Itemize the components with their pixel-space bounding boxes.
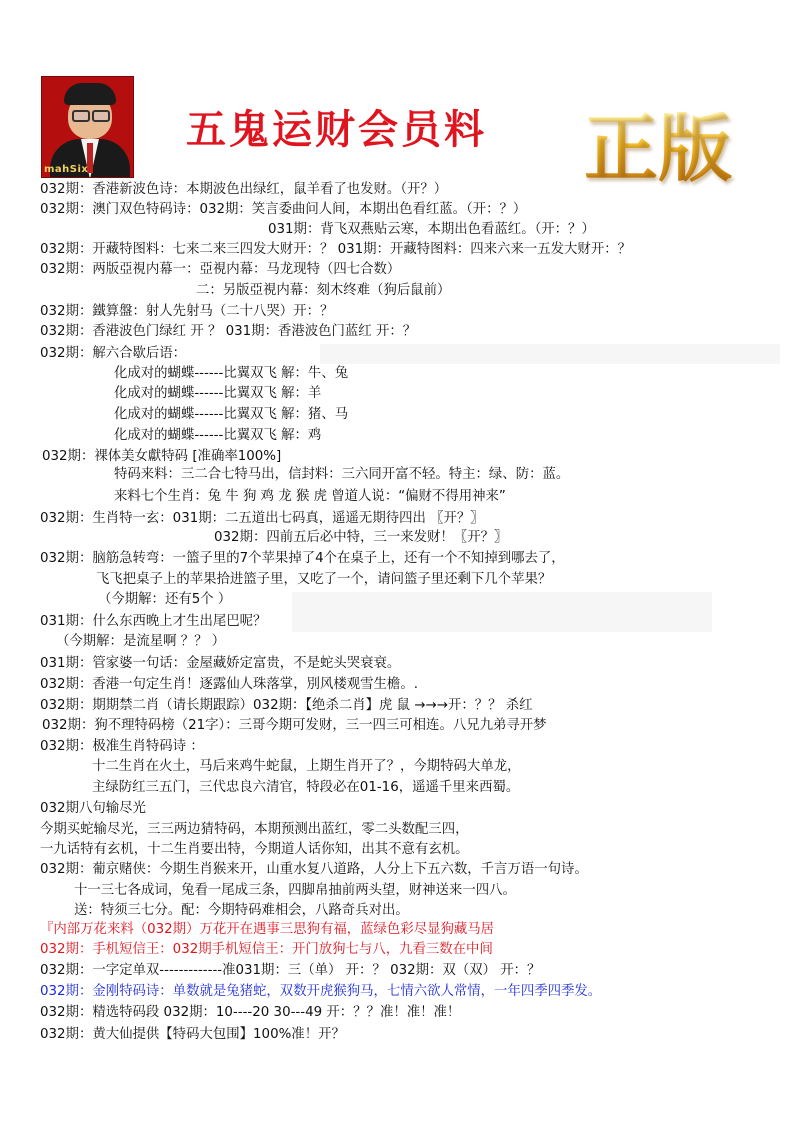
line-35: 十一三七各成词，兔看一尾成三条，四脚帛抽前两头望，财神送来一四八。	[74, 883, 516, 898]
line-4: 032期：开藏特图料：七来二来三四发大财开：？ 031期：开藏特图料：四来六来一五发大财开：？	[40, 242, 631, 257]
line-3: 031期：背飞双燕贴云寒，本期出色看蓝红。（开：？）	[268, 222, 595, 237]
line-41: 032期：精选特码段 032期：10----20 30---49 开：？？准！准！准！	[40, 1005, 461, 1020]
line-20: 飞飞把桌子上的苹果拾进篮子里，又吃了一个，请问篮子里还剩下几个苹果？	[96, 572, 552, 587]
watermark-patch	[292, 592, 712, 632]
line-28: 032期：极准生肖特码诗 ：	[40, 739, 204, 754]
line-10: 化成对的蝴蝶------比翼双飞 解：牛、兔	[114, 366, 349, 381]
line-23: （今期解：是流星啊 ？？ ）	[56, 634, 226, 649]
line-19: 032期：脑筋急转弯：一篮子里的7个苹果掉了4个在桌子上，还有一个不知掉到哪去了，	[40, 551, 565, 566]
line-17: 032期：生肖特一玄：031期：二五道出七码真，遥遥无期待四出 〖开？〗	[40, 511, 484, 526]
line-34: 032期：葡京赌侠：今期生肖猴来开，山重水复八道路，人分上下五六数，千言万语一句诗。	[40, 862, 588, 877]
line-13: 化成对的蝴蝶------比翼双飞 解：鸡	[114, 428, 322, 443]
line-16: 来料七个生肖：兔 牛 狗 鸡 龙 猴 虎 曾道人说：“偏财不得用神来”	[114, 489, 506, 504]
line-5: 032期：两版亞視内幕一：亞視内幕：马龙现特（四七合数）	[40, 262, 401, 277]
line-15: 特码来料：三二合七特马出，信封料：三六同开富不轻。特主：绿、防：蓝。	[114, 467, 570, 482]
portrait-photo	[41, 76, 134, 178]
line-25: 032期：香港一句定生肖！逐露仙人珠落掌，別风楼观雪生檐。.	[40, 677, 418, 692]
line-38: 032期：手机短信王：032期手机短信王：开门放狗七与八，九看三数在中间	[40, 942, 493, 957]
line-7: 032期：鐵算盤：射人先射马（二十八哭）开：？	[40, 304, 334, 319]
line-42: 032期：黄大仙提供【特码大包围】100%准！开？	[40, 1027, 345, 1042]
line-29: 十二生肖在火土，马后来鸡牛蛇鼠，上期生肖开了？，今期特码大单龙，	[92, 759, 521, 774]
line-9: 032期：解六合歇后语：	[40, 346, 187, 361]
line-14: 032期：裸体美女獻特码 [准确率100%]	[42, 449, 282, 464]
line-39: 032期：一字定单双-------------准031期：三（单） 开：？ 032期：双（双） 开：？	[40, 963, 541, 978]
line-18: 032期：四前五后必中特，三一来发财！〖开？〗	[214, 530, 508, 545]
line-27: 032期：狗不理特码榜（21字）：三哥今期可发财，三一四三可相连。八兄九弟寻开梦	[42, 718, 547, 733]
line-1: 032期：香港新波色诗：本期波色出绿红，鼠羊看了也发财。（开？）	[40, 182, 448, 197]
line-36: 送：特须三七分。配：今期特码难相会，八路奇兵对出。	[74, 903, 409, 918]
line-40: 032期：金刚特码诗：单数就是兔猪蛇，双数开虎猴狗马，七情六欲人常情，一年四季四季发。	[40, 984, 602, 999]
line-37: 『内部万花来料（032期）万花开在遇事三思狗有福，蓝绿色彩尽显狗藏马居	[40, 922, 495, 937]
line-26: 032期：期期禁二肖（请长期跟踪）032期：【绝杀二肖】虎 鼠 →→→开：？？ 杀红	[40, 698, 533, 713]
line-6: 二：另版亞視内幕：刻木终难（狗后鼠前）	[196, 283, 451, 298]
line-2: 032期：澳门双色特码诗：032期：笑言委曲问人间，本期出色看红蓝。（开：？）	[40, 202, 527, 217]
watermark-patch	[320, 344, 780, 364]
line-12: 化成对的蝴蝶------比翼双飞 解：猪、马	[114, 407, 349, 422]
line-22: 031期：什么东西晚上才生出尾巴呢？	[40, 614, 267, 629]
line-8: 032期：香港波色门绿红 开 ？ 031期：香港波色门蓝红 开：？	[40, 324, 417, 339]
line-11: 化成对的蝴蝶------比翼双飞 解：羊	[114, 386, 322, 401]
line-31: 032期八句输尽光	[40, 801, 146, 816]
line-33: 一九话特有玄机，十二生肖要出特，今期道人话你知，出其不意有玄机。	[40, 842, 469, 857]
line-24: 031期：管家婆一句话：金屋藏娇定富贵，不是蛇头哭衰衰。	[40, 656, 401, 671]
photo-badge: mahSix	[44, 164, 89, 175]
line-21: （今期解：还有5个 ）	[98, 592, 232, 607]
authentic-seal: 正版	[584, 106, 732, 192]
line-32: 今期买蛇输尽光，三三两边猜特码，本期预测出蓝红，零二头数配三四，	[40, 822, 469, 837]
line-30: 主绿防红三五门，三代忠良六清官，特段必在01-16，遥遥千里来西蜀。	[92, 780, 520, 795]
page-title: 五鬼运财会员料	[186, 107, 487, 153]
